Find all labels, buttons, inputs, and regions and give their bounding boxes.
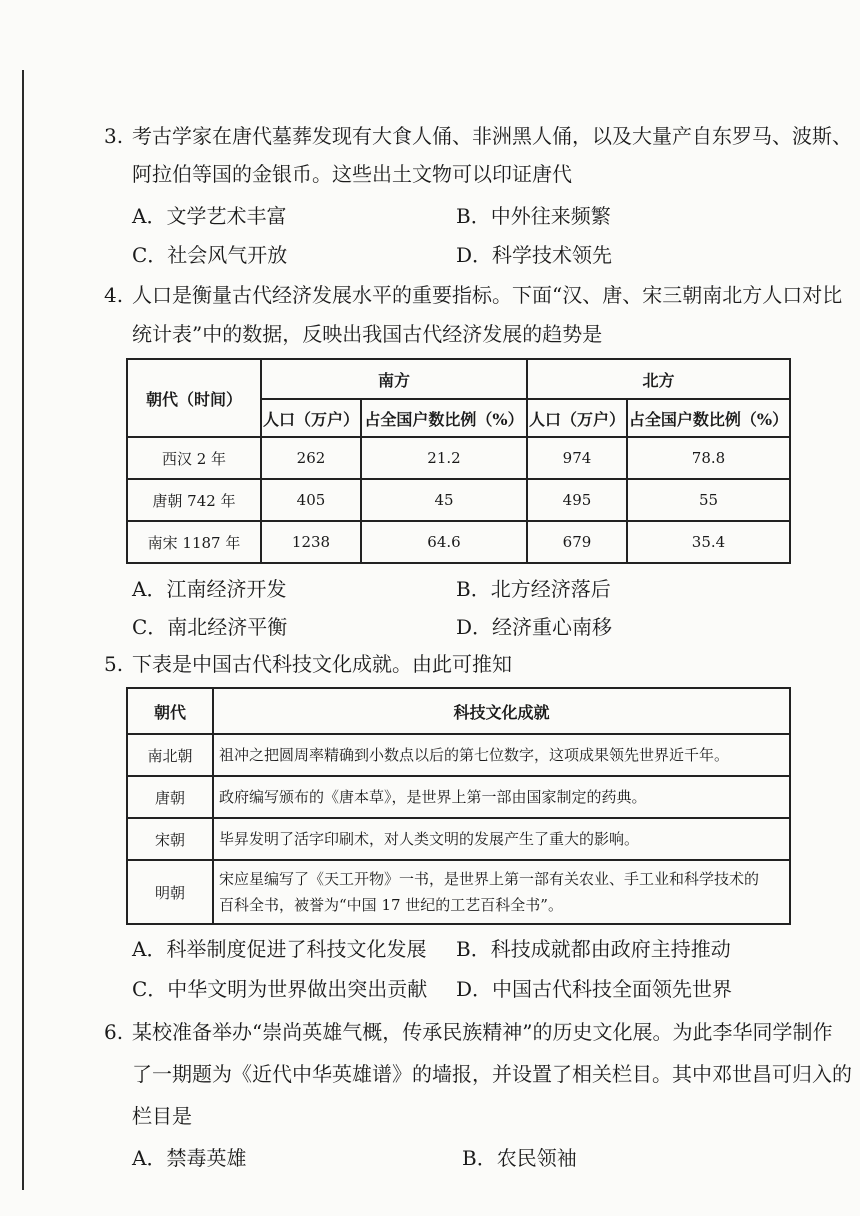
achievement-line: 百科全书，被誉为“中国 17 世纪的工艺百科全书”。 (219, 896, 563, 914)
cell-north-pop: 974 (527, 437, 627, 479)
question-6-line2: 了一期题为《近代中华英雄谱》的墙报，并设置了相关栏目。其中邓世昌可归入的 (132, 1062, 852, 1086)
question-text: 考古学家在唐代墓葬发现有大食人俑、非洲黑人俑，以及大量产自东罗马、波斯、 (132, 124, 852, 148)
table-row (127, 734, 790, 776)
header-north: 北方 (527, 359, 790, 399)
header-north-ratio: 占全国户数比例（%） (627, 399, 790, 437)
header-north-pop: 人口（万户） (527, 399, 627, 437)
cell-dynasty: 明朝 (127, 860, 213, 924)
achievement-line: 宋应星编写了《天工开物》一书，是世界上第一部有关农业、手工业和科学技术的 (219, 870, 760, 888)
question-number: 3. (104, 124, 124, 148)
question-text: 下表是中国古代科技文化成就。由此可推知 (132, 652, 512, 676)
question-text: 某校准备举办“崇尚英雄气概，传承民族精神”的历史文化展。为此李华同学制作 (132, 1020, 833, 1044)
option-a: A．科举制度促进了科技文化发展 (132, 937, 427, 961)
question-4-line2: 统计表”中的数据，反映出我国古代经济发展的趋势是 (132, 322, 603, 346)
header-south-pop: 人口（万户） (261, 399, 361, 437)
cell-dynasty: 唐朝 (127, 776, 213, 818)
header-dynasty: 朝代 (127, 688, 213, 734)
cell-dynasty: 南北朝 (127, 734, 213, 776)
cell-north-ratio: 55 (627, 479, 790, 521)
table-row (127, 860, 790, 924)
question-6-line3: 栏目是 (132, 1104, 192, 1128)
cell-north-ratio: 78.8 (627, 437, 790, 479)
option-c: C．社会风气开放 (132, 243, 288, 267)
option-b: B．中外往来频繁 (456, 204, 611, 228)
cell-dynasty: 唐朝 742 年 (127, 479, 261, 521)
question-number: 6. (104, 1020, 124, 1044)
header-south: 南方 (261, 359, 527, 399)
cell-north-ratio: 35.4 (627, 521, 790, 563)
question-number: 5. (104, 652, 124, 676)
cell-south-ratio: 64.6 (361, 521, 527, 563)
table-row (127, 818, 790, 860)
cell-dynasty: 宋朝 (127, 818, 213, 860)
cell-south-ratio: 21.2 (361, 437, 527, 479)
cell-dynasty: 南宋 1187 年 (127, 521, 261, 563)
table-row (127, 521, 790, 563)
question-6-stem (104, 1020, 832, 1044)
option-a: A．文学艺术丰富 (132, 204, 287, 228)
cell-north-pop: 679 (527, 521, 627, 563)
achievements-table (126, 687, 791, 925)
question-4-stem (104, 283, 842, 307)
header-achievement: 科技文化成就 (213, 688, 790, 734)
cell-south-pop: 262 (261, 437, 361, 479)
option-a: A．江南经济开发 (132, 577, 287, 601)
table-row (127, 437, 790, 479)
option-d: D．科学技术领先 (456, 243, 613, 267)
option-b: B．北方经济落后 (456, 577, 611, 601)
option-c: C．中华文明为世界做出突出贡献 (132, 977, 428, 1001)
margin-line (22, 70, 24, 1190)
option-d: D．经济重心南移 (456, 615, 613, 639)
option-b: B．科技成就都由政府主持推动 (456, 937, 731, 961)
cell-achievement (213, 860, 790, 924)
cell-achievement: 毕昇发明了活字印刷术，对人类文明的发展产生了重大的影响。 (213, 818, 790, 860)
option-c: C．南北经济平衡 (132, 615, 288, 639)
population-table (126, 358, 791, 564)
cell-north-pop: 495 (527, 479, 627, 521)
cell-south-pop: 1238 (261, 521, 361, 563)
question-number: 4. (104, 283, 124, 307)
cell-south-ratio: 45 (361, 479, 527, 521)
question-3-line2: 阿拉伯等国的金银币。这些出土文物可以印证唐代 (132, 162, 572, 186)
cell-achievement: 政府编写颁布的《唐本草》，是世界上第一部由国家制定的药典。 (213, 776, 790, 818)
header-dynasty: 朝代（时间） (127, 359, 261, 437)
cell-south-pop: 405 (261, 479, 361, 521)
cell-achievement: 祖冲之把圆周率精确到小数点以后的第七位数字，这项成果领先世界近千年。 (213, 734, 790, 776)
question-3-stem (104, 124, 852, 148)
table-row (127, 479, 790, 521)
option-d: D．中国古代科技全面领先世界 (456, 977, 733, 1001)
option-b: B．农民领袖 (462, 1146, 577, 1170)
option-a: A．禁毒英雄 (132, 1146, 247, 1170)
question-5-stem (104, 652, 512, 676)
table-row (127, 776, 790, 818)
question-text: 人口是衡量古代经济发展水平的重要指标。下面“汉、唐、宋三朝南北方人口对比 (132, 283, 843, 307)
header-south-ratio: 占全国户数比例（%） (361, 399, 527, 437)
cell-dynasty: 西汉 2 年 (127, 437, 261, 479)
